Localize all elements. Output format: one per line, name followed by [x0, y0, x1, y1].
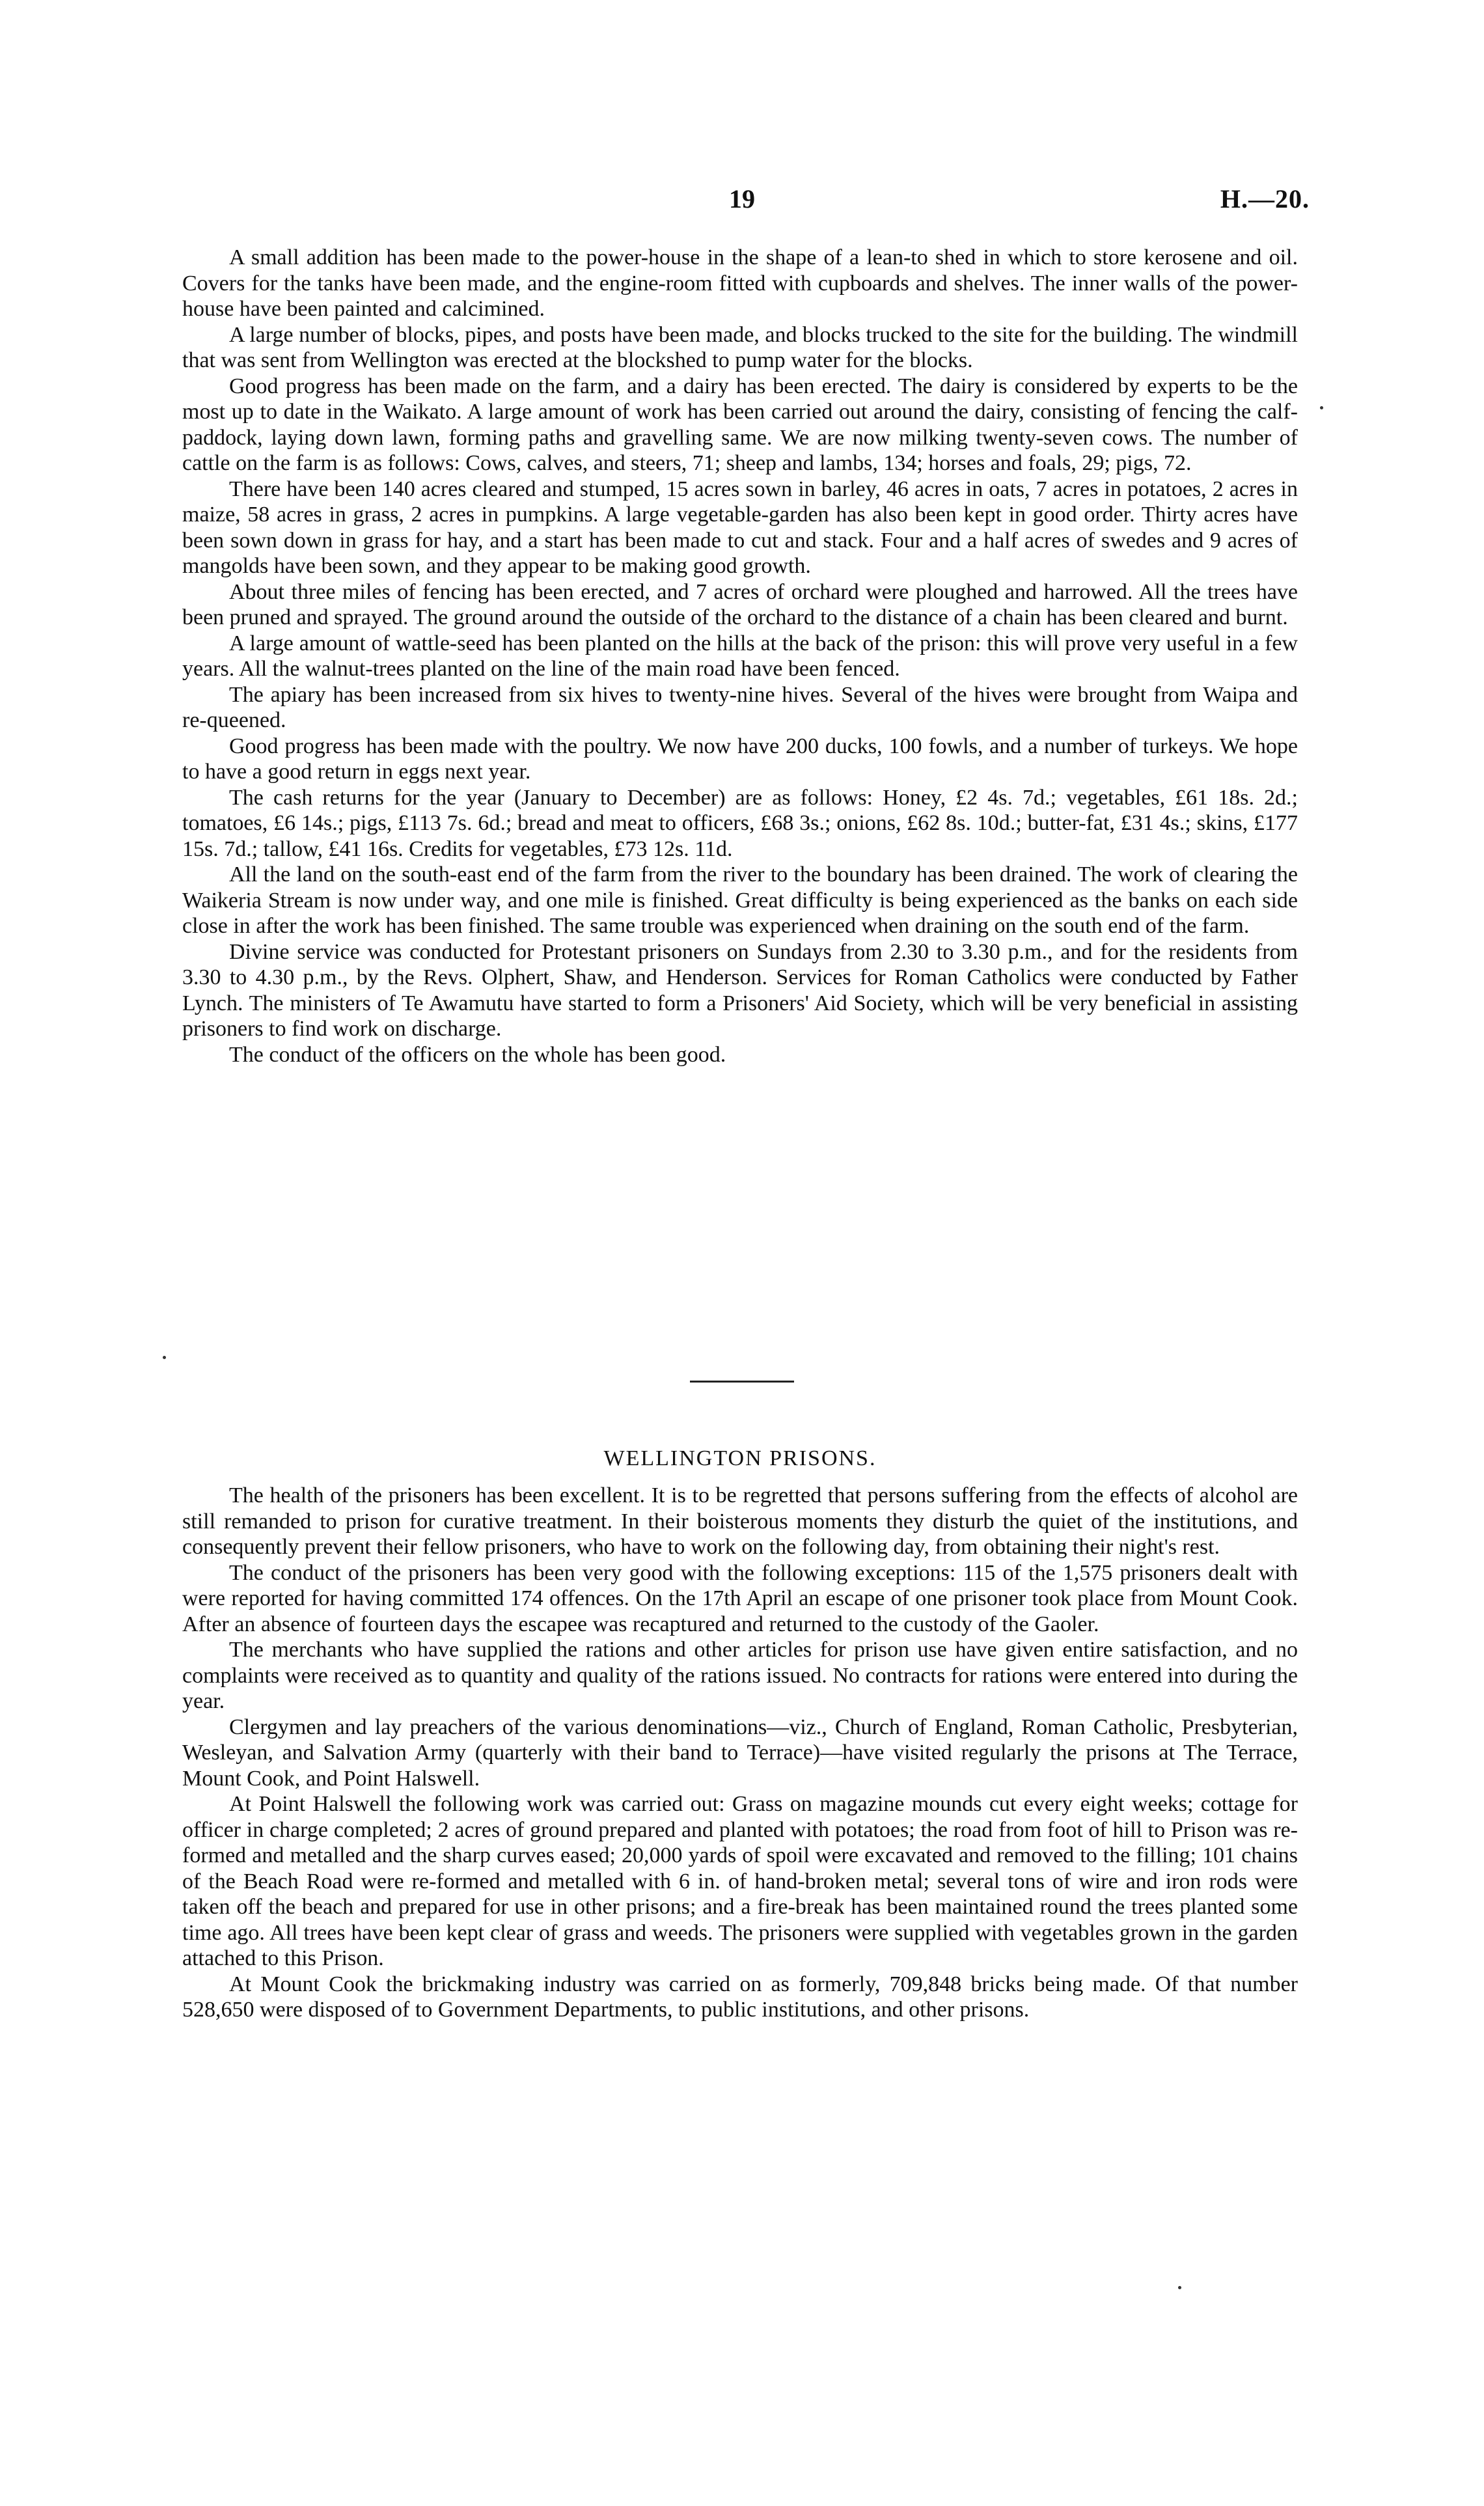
paragraph-apiary: The apiary has been increased from six hives to twenty-nine hives. Several of the hives were brought from Waipa and re-queened.: [182, 682, 1298, 732]
document-reference: H.—20.: [1220, 184, 1310, 213]
paragraph-farm-dairy: Good progress has been made on the farm, and a dairy has been erected. The dairy is considered by experts to be the most up to date in the Waikato. A large amount of work has been carried out around the dairy, consisting of fencing the calf-paddock, laying down lawn, forming paths and gravelling same. We are now milking twenty-seven cows. The number of cattle on the farm is as follows: Cows, calves, and steers, 71; sheep and lambs, 134; horses and foals, 29; pigs, 72.: [182, 374, 1298, 475]
paragraph-divine-service: Divine service was conducted for Protestant prisoners on Sundays from 2.30 to 3.30 p.m., and for the residents from 3.30 to 4.30 p.m., by the Revs. Olphert, Shaw, and Henderson. Services for Roman Catholics were conducted by Father Lynch. The ministers of Te Awamutu have started to form a Prisoners' Aid Society, which will be very beneficial in assisting prisoners to find work on discharge.: [182, 939, 1298, 1041]
paragraph-wattle-seed: A large amount of wattle-seed has been planted on the hills at the back of the prison: this will prove very useful in a few years. All the walnut-trees planted on the line of the main road have been fenced.: [182, 631, 1298, 681]
paragraph-drainage: All the land on the south-east end of the farm from the river to the boundary has been drained. The work of clearing the Waikeria Stream is now under way, and one mile is finished. Great difficulty is being experienced as the banks on each side close in after the work has been finished. The same trouble was experienced when draining on the south end of the farm.: [182, 862, 1298, 938]
paragraph-fencing-orchard: About three miles of fencing has been erected, and 7 acres of orchard were ploughed and harrowed. All the trees have been pruned and sprayed. The ground around the outside of the orchard to the distance of a chain has been cleared and burnt.: [182, 579, 1298, 629]
paragraph-point-halswell: At Point Halswell the following work was carried out: Grass on magazine mounds cut every eight weeks; cottage for officer in charge completed; 2 acres of ground prepared and planted with potatoes; the road from foot of hill to Prison was re-formed and metalled and the sharp curves eased; 20,000 yards of spoil were excavated and removed to the filling; 101 chains of the Beach Road were re-formed and metalled with 6 in. of hand-broken metal; several tons of wire and iron rods were taken off the beach and prepared for use in other prisons; and a fire-break has been maintained round the trees planted some time ago. All trees have been kept clear of grass and weeds. The prisoners were supplied with vegetables grown in the garden attached to this Prison.: [182, 1792, 1298, 1970]
paragraph-health: The health of the prisoners has been excellent. It is to be regretted that persons suffering from the effects of alcohol are still remanded to prison for curative treatment. In their boisterous moments they disturb the quiet of the institutions, and consequently prevent their fellow prisoners, who have to work on the following day, from obtaining their night's rest.: [182, 1483, 1298, 1559]
section-title: WELLINGTON PRISONS.: [603, 1446, 877, 1470]
paragraph-clearing-crops: There have been 140 acres cleared and stumped, 15 acres sown in barley, 46 acres in oats, 7 acres in potatoes, 2 acres in maize, 58 acres in grass, 2 acres in pumpkins. A large vegetable-garden has also been kept in good order. Thirty acres have been sown down in grass for hay, and a start has been made to cut and stack. Four and a half acres of swedes and 9 acres of mangolds have been sown, and they appear to be making good growth.: [182, 476, 1298, 578]
waikeria-report-section: [182, 245, 1298, 1067]
print-speck: [163, 1356, 166, 1359]
print-speck: [1320, 406, 1323, 409]
paragraph-officer-conduct: The conduct of the officers on the whole has been good.: [229, 1042, 726, 1067]
page-number: 19: [729, 184, 755, 213]
paragraph-cash-returns: The cash returns for the year (January to December) are as follows: Honey, £2 4s. 7d.; vegetables, £61 18s. 2d.; tomatoes, £6 14s.; pigs, £113 7s. 6d.; bread and meat to officers, £68 3s.; onions, £62 8s. 10d.; butter-fat, £31 4s.; skins, £177 15s. 7d.; tallow, £41 16s. Credits for vegetables, £73 12s. 11d.: [182, 785, 1298, 861]
print-speck: [1178, 2286, 1181, 2289]
paragraph-power-house: A small addition has been made to the power-house in the shape of a lean-to shed in which to store kerosene and oil. Covers for the tanks have been made, and the engine-room fitted with cupboards and shelves. The inner walls of the power-house have been painted and calcimined.: [182, 245, 1298, 321]
paragraph-prisoner-conduct: The conduct of the prisoners has been very good with the following exceptions: 115 of the 1,575 prisoners dealt with were reported for having committed 174 offences. On the 17th April an escape of one prisoner took place from Mount Cook. After an absence of fourteen days the escapee was recaptured and returned to the custody of the Gaoler.: [182, 1560, 1298, 1636]
paragraph-poultry: Good progress has been made with the poultry. We now have 200 ducks, 100 fowls, and a number of turkeys. We hope to have a good return in eggs next year.: [182, 734, 1298, 784]
paragraph-blocks: A large number of blocks, pipes, and posts have been made, and blocks trucked to the site for the building. The windmill that was sent from Wellington was erected at the blockshed to pump water for the blocks.: [182, 322, 1298, 372]
paragraph-mount-cook: At Mount Cook the brickmaking industry was carried on as formerly, 709,848 bricks being made. Of that number 528,650 were disposed of to Government Departments, to public institutions, and other prisons.: [182, 1972, 1298, 2022]
section-divider: [690, 1381, 794, 1383]
paragraph-clergymen: Clergymen and lay preachers of the various denominations—viz., Church of England, Roman Catholic, Presbyterian, Wesleyan, and Salvation Army (quarterly with their band to Terrace)—have visited regularly the prisons at The Terrace, Mount Cook, and Point Halswell.: [182, 1714, 1298, 1791]
wellington-prisons-section: [182, 1483, 1298, 2023]
paragraph-merchants: The merchants who have supplied the rations and other articles for prison use have given entire satisfaction, and no complaints were received as to quantity and quality of the rations issued. No contracts for rations were entered into during the year.: [182, 1638, 1298, 1713]
